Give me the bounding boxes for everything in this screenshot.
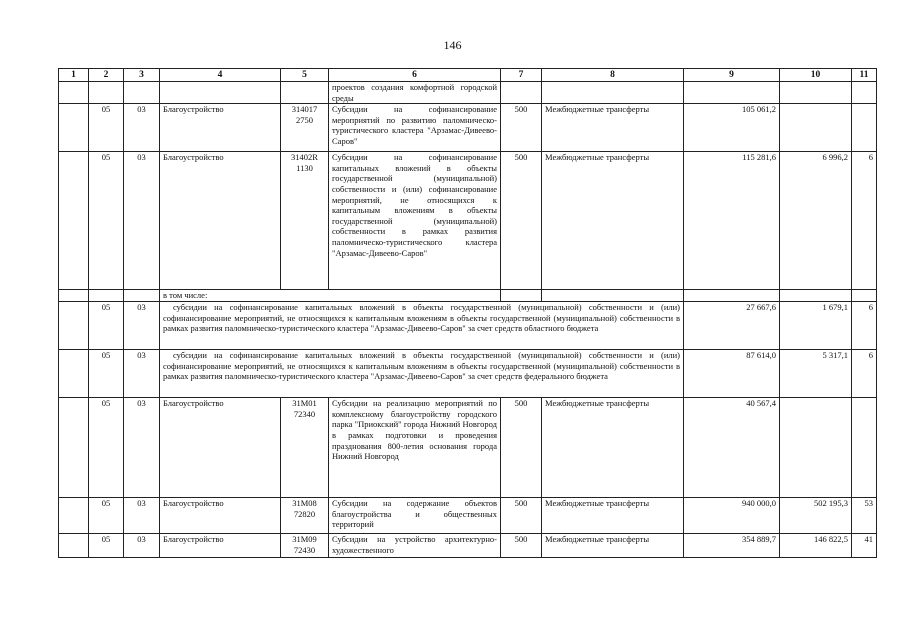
subsection-code: 03: [124, 350, 160, 398]
value-col9: 354 889,7: [684, 534, 780, 558]
value-col11: [852, 398, 877, 498]
section-name: Благоустройство: [160, 152, 281, 290]
column-header: 3: [124, 69, 160, 82]
expense-type-code: 500: [501, 534, 542, 558]
expense-type-name: Межбюджетные трансферты: [542, 534, 684, 558]
value-col10: 146 822,5: [780, 534, 852, 558]
column-header: 4: [160, 69, 281, 82]
value-col10: 1 679,1: [780, 302, 852, 350]
description-cell: Субсидии на софинансирование капитальных вложений в объекты государственной (муниципальной) собственности и (или) софинансирование мероприятий, не относящихся к капитальным вложениям в объекты государственной (муниципальной) собственности в рамках развития паломническо-туристического кластера "Арзамас-Дивеево-Саров": [329, 152, 501, 290]
table-row: [59, 152, 877, 290]
value-col10: 502 195,3: [780, 498, 852, 534]
value-col11: 6: [852, 152, 877, 290]
description-cell: Субсидии на реализацию мероприятий по комплексному благоустройству городского парка "Приокский" города Нижний Новгород в рамках подготовки и проведения празднования 800-летия основания города Нижний Новгород: [329, 398, 501, 498]
subsection-code: 03: [124, 398, 160, 498]
value-col10: 5 317,1: [780, 350, 852, 398]
value-col11: 6: [852, 302, 877, 350]
description-cell: Субсидии на устройство архитектурно-художественного: [329, 534, 501, 558]
table-row: [59, 302, 877, 350]
subsection-code: 03: [124, 104, 160, 152]
section-code: 05: [89, 398, 124, 498]
section-name: Благоустройство: [160, 398, 281, 498]
target-code-line1: 314017: [291, 104, 318, 115]
column-header: 2: [89, 69, 124, 82]
target-code: [281, 152, 329, 290]
value-col9: 115 281,6: [684, 152, 780, 290]
section-code: 05: [89, 498, 124, 534]
value-col9: 40 567,4: [684, 398, 780, 498]
section-code: 05: [89, 104, 124, 152]
target-code: [281, 534, 329, 558]
subsidy-detail-text: субсидии на софинансирование капитальных вложений в объекты государственной (муниципальной) собственности и (или) софинансирование мероприятий, не относящихся к капитальным вложениям в объекты государственной (муниципальной) собственности в рамках развития паломническо-туристического кластера "Арзамас-Дивеево-Саров" за счет средств федерального бюджета: [160, 350, 684, 398]
column-header: 10: [780, 69, 852, 82]
target-code: [281, 498, 329, 534]
target-code-line1: 31М08: [292, 498, 317, 509]
section-name: Благоустройство: [160, 534, 281, 558]
column-number-row: [59, 69, 877, 82]
value-col10: 6 996,2: [780, 152, 852, 290]
value-col9: 27 667,6: [684, 302, 780, 350]
table-row: [59, 498, 877, 534]
value-col9: 105 061,2: [684, 104, 780, 152]
subsection-code: 03: [124, 152, 160, 290]
expense-type-code: 500: [501, 498, 542, 534]
section-name: Благоустройство: [160, 498, 281, 534]
table-row: [59, 350, 877, 398]
target-code-line2: 72820: [293, 508, 316, 519]
expense-type-code: 500: [501, 104, 542, 152]
table-row: [59, 82, 877, 104]
value-col11: [852, 104, 877, 152]
column-header: 5: [281, 69, 329, 82]
column-header: 11: [852, 69, 877, 82]
section-name: Благоустройство: [160, 104, 281, 152]
table-row: [59, 398, 877, 498]
target-code-line2: 1130: [296, 162, 313, 173]
subsection-code: 03: [124, 534, 160, 558]
target-code-line1: 31402R: [291, 152, 318, 163]
budget-table: [58, 68, 877, 558]
target-code-line2: 72430: [293, 544, 316, 555]
page-number: 146: [443, 38, 462, 52]
section-code: 05: [89, 152, 124, 290]
table-row: [59, 104, 877, 152]
value-col9: 940 000,0: [684, 498, 780, 534]
value-col11: 53: [852, 498, 877, 534]
target-code: [281, 104, 329, 152]
expense-type-name: Межбюджетные трансферты: [542, 398, 684, 498]
including-label: в том числе:: [160, 290, 501, 302]
column-header: 1: [59, 69, 89, 82]
expense-type-name: Межбюджетные трансферты: [542, 498, 684, 534]
column-header: 7: [501, 69, 542, 82]
table-header: [59, 69, 877, 82]
expense-type-name: Межбюджетные трансферты: [542, 152, 684, 290]
section-code: 05: [89, 302, 124, 350]
target-code-line2: 2750: [296, 114, 313, 125]
description-cell: Субсидии на софинансирование мероприятий по развитию паломническо-туристического кластера "Арзамас-Дивеево-Саров": [329, 104, 501, 152]
value-col9: 87 614,0: [684, 350, 780, 398]
description-cell: Субсидии на содержание объектов благоустройства и общественных территорий: [329, 498, 501, 534]
target-code-line1: 31М09: [292, 534, 317, 545]
value-col10: [780, 398, 852, 498]
subsection-code: 03: [124, 302, 160, 350]
expense-type-code: 500: [501, 152, 542, 290]
target-code: [281, 398, 329, 498]
value-col10: [780, 104, 852, 152]
table-row: [59, 290, 877, 302]
expense-type-code: 500: [501, 398, 542, 498]
expense-type-name: Межбюджетные трансферты: [542, 104, 684, 152]
value-col11: 6: [852, 350, 877, 398]
subsidy-detail-text: субсидии на софинансирование капитальных вложений в объекты государственной (муниципальной) собственности и (или) софинансирование мероприятий, не относящихся к капитальным вложениям в объекты государственной (муниципальной) собственности в рамках развития паломническо-туристического кластера "Арзамас-Дивеево-Саров" за счет средств областного бюджета: [160, 302, 684, 350]
column-header: 8: [542, 69, 684, 82]
description-cell: проектов создания комфортной городской среды: [329, 82, 501, 104]
value-col11: 41: [852, 534, 877, 558]
column-header: 9: [684, 69, 780, 82]
target-code-line1: 31М01: [292, 398, 317, 409]
column-header: 6: [329, 69, 501, 82]
subsection-code: 03: [124, 498, 160, 534]
section-code: 05: [89, 534, 124, 558]
table-row: [59, 534, 877, 558]
section-code: 05: [89, 350, 124, 398]
table-body: [59, 82, 877, 558]
target-code-line2: 72340: [293, 408, 316, 419]
